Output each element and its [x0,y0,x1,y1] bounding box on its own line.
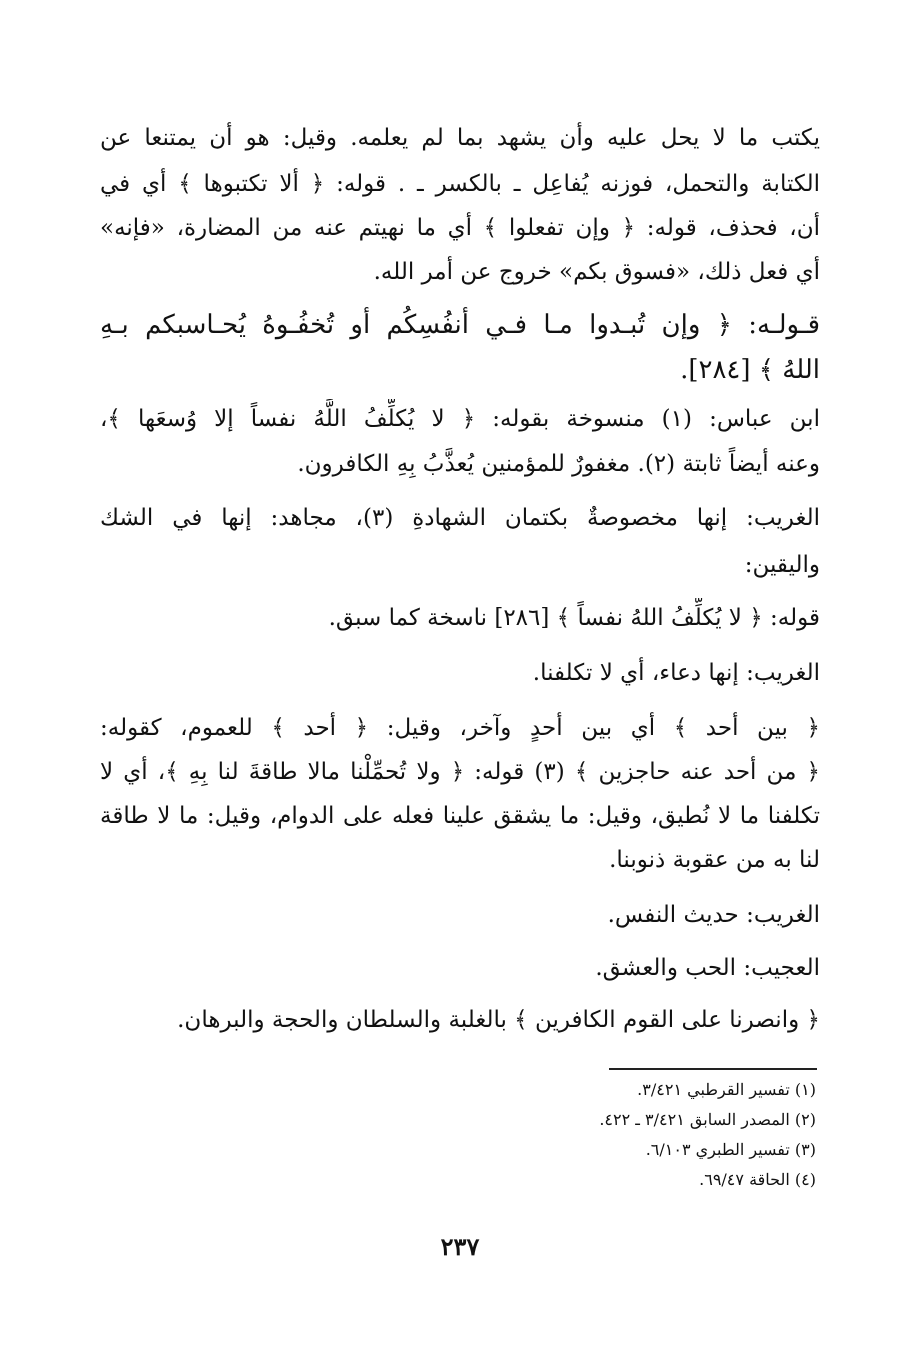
text-line: ﴿ من أحد عنه حاجزين ﴾ (٣) قوله: ﴿ ولا تُحمِّلْنا مالا طاقةَ لنا بِهِ ﴾، أي لا [100,759,820,785]
text-line: واليقين: [744,552,820,578]
text-line: لنا به من عقوبة ذنوبنا. [609,847,820,873]
text-line: الغريب: حديث النفس. [607,902,820,928]
text-line: ﴿ وانصرنا على القوم الكافرين ﴾ بالغلبة والسلطان والحجة والبرهان. [177,1007,820,1033]
page-number: ٢٣٧ [440,1232,480,1261]
footnote: (٢) المصدر السابق ٣/٤٢١ ـ ٤٢٢. [599,1110,816,1129]
footnote-divider [609,1068,817,1070]
text-line: أن، فحذف، قوله: ﴿ وإن تفعلوا ﴾ أي ما نهيتم عنه من المضارة، «فإنه» [100,215,820,241]
text-line: قـولـه: ﴿ وإن تُبـدوا مـا فـي أنفُسِكُم أو تُخفُـوهُ يُحـاسبكم بـهِ [100,310,820,340]
text-line: أي فعل ذلك، «فسوق بكم» خروج عن أمر الله. [373,259,820,285]
text-line: العجيب: الحب والعشق. [595,955,820,981]
footnote: (٤) الحاقة ٦٩/٤٧. [699,1170,816,1189]
text-line: الكتابة والتحمل، فوزنه يُفاعِل ـ بالكسر ـ . قوله: ﴿ ألا تكتبوها ﴾ أي في [100,171,820,197]
text-line: يكتب ما لا يحل عليه وأن يشهد بما لم يعلمه. وقيل: هو أن يمتنعا عن [100,125,820,151]
footnote: (١) تفسير القرطبي ٣/٤٢١. [637,1080,816,1099]
text-line: ﴿ بين أحد ﴾ أي بين أحدٍ وآخر، وقيل: ﴿ أحد ﴾ للعموم، كقوله: [100,715,820,741]
text-line: وعنه أيضاً ثابتة (٢). مغفورٌ للمؤمنين يُعذَّبُ بِهِ الكافرون. [297,451,820,477]
text-line: قوله: ﴿ لا يُكلِّفُ اللهُ نفساً ﴾ [٢٨٦] ناسخة كما سبق. [328,605,820,631]
text-line: ابن عباس: (١) منسوخة بقوله: ﴿ لا يُكلِّفُ اللَّهُ نفساً إلا وُسعَها ﴾، [100,406,820,432]
text-line: اللهُ ﴾ [٢٨٤]. [680,355,820,385]
text-line: الغريب: إنها مخصوصةٌ بكتمان الشهادةِ (٣)، مجاهد: إنها في الشك [100,505,820,531]
text-line: الغريب: إنها دعاء، أي لا تكلفنا. [532,660,820,686]
footnote: (٣) تفسير الطبري ٦/١٠٣. [645,1140,816,1159]
text-line: تكلفنا ما لا نُطيق، وقيل: ما يشقق علينا فعله على الدوام، وقيل: ما لا طاقة [100,803,820,829]
